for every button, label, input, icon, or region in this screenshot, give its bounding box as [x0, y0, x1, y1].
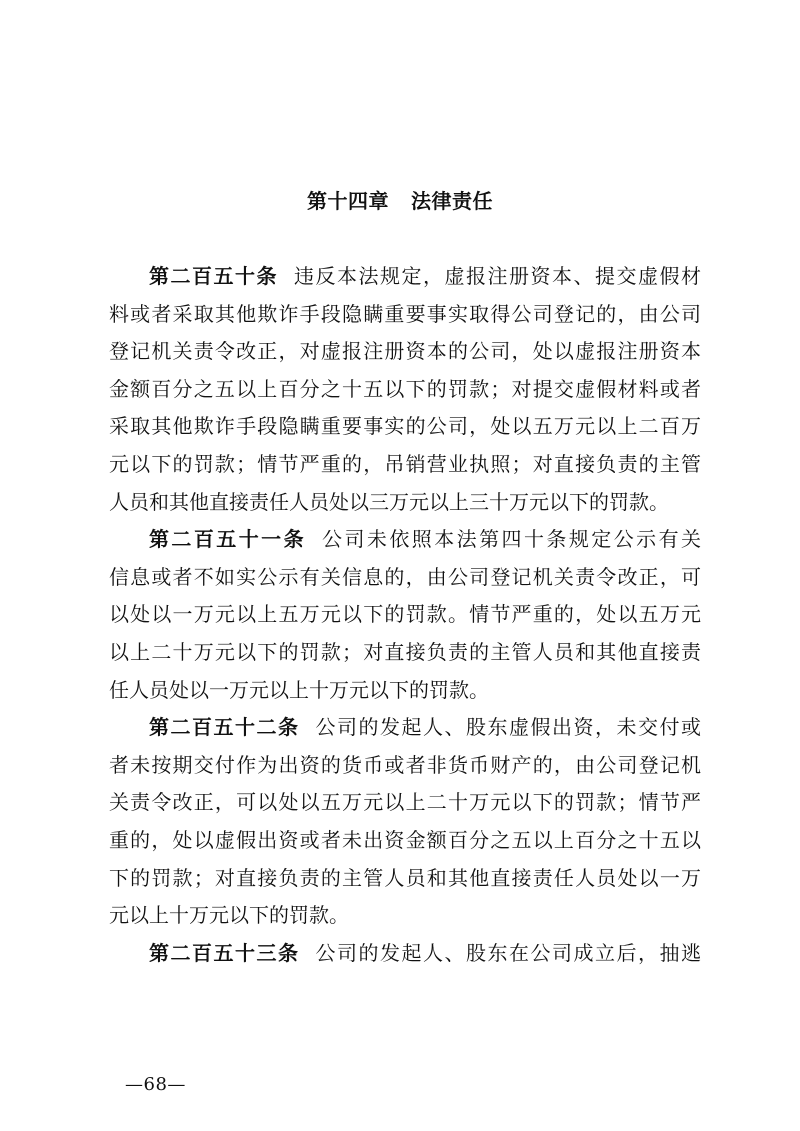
article-line: 金额百分之五以上百分之十五以下的罚款；对提交虚假材料或者 — [109, 376, 701, 401]
article-line: 任人员处以一万元以上十万元以下的罚款。 — [109, 677, 489, 702]
article-line: 第二百五十一条 公司未依照本法第四十条规定公示有关 — [149, 527, 701, 552]
chapter-name: 法律责任 — [411, 189, 493, 213]
article-label: 第二百五十一条 — [149, 527, 307, 552]
article-250 — [109, 258, 701, 521]
page-number: —68— — [125, 1074, 186, 1095]
article-line: 元以下的罚款；情节严重的，吊销营业执照；对直接负责的主管 — [109, 451, 701, 476]
article-line: 下的罚款；对直接负责的主管人员和其他直接责任人员处以一万 — [109, 865, 701, 890]
article-line: 以上二十万元以下的罚款；对直接负责的主管人员和其他直接责 — [109, 639, 701, 664]
article-label: 第二百五十条 — [149, 264, 278, 288]
article-line: 关责令改正，可以处以五万元以上二十万元以下的罚款；情节严 — [109, 790, 701, 815]
article-label: 第二百五十三条 — [149, 940, 300, 965]
chapter-number: 第十四章 — [307, 189, 389, 213]
article-line: 登记机关责令改正，对虚报注册资本的公司，处以虚报注册资本 — [109, 339, 701, 364]
article-line: 人员和其他直接责任人员处以三万元以上三十万元以下的罚款。 — [109, 489, 669, 514]
article-line: 元以上十万元以下的罚款。 — [109, 903, 349, 928]
article-251 — [109, 521, 701, 709]
article-252 — [109, 709, 701, 935]
document-body — [109, 258, 701, 972]
article-line: 第二百五十条 违反本法规定，虚报注册资本、提交虚假材 — [149, 264, 701, 288]
article-label: 第二百五十二条 — [149, 715, 300, 740]
article-line: 重的，处以虚假出资或者未出资金额百分之五以上百分之十五以 — [109, 827, 701, 852]
article-line: 者未按期交付作为出资的货币或者非货币财产的，由公司登记机 — [109, 752, 701, 777]
article-line: 料或者采取其他欺诈手段隐瞒重要事实取得公司登记的，由公司 — [109, 301, 701, 326]
article-line: 信息或者不如实公示有关信息的，由公司登记机关责令改正，可 — [109, 564, 701, 589]
article-line: 第二百五十二条 公司的发起人、股东虚假出资，未交付或 — [149, 715, 701, 740]
article-253 — [109, 935, 701, 973]
article-line: 第二百五十三条 公司的发起人、股东在公司成立后，抽逃 — [149, 940, 701, 965]
article-line: 采取其他欺诈手段隐瞒重要事实的公司，处以五万元以上二百万 — [109, 414, 701, 439]
article-line: 以处以一万元以上五万元以下的罚款。情节严重的，处以五万元 — [109, 602, 701, 627]
chapter-title — [0, 184, 800, 218]
